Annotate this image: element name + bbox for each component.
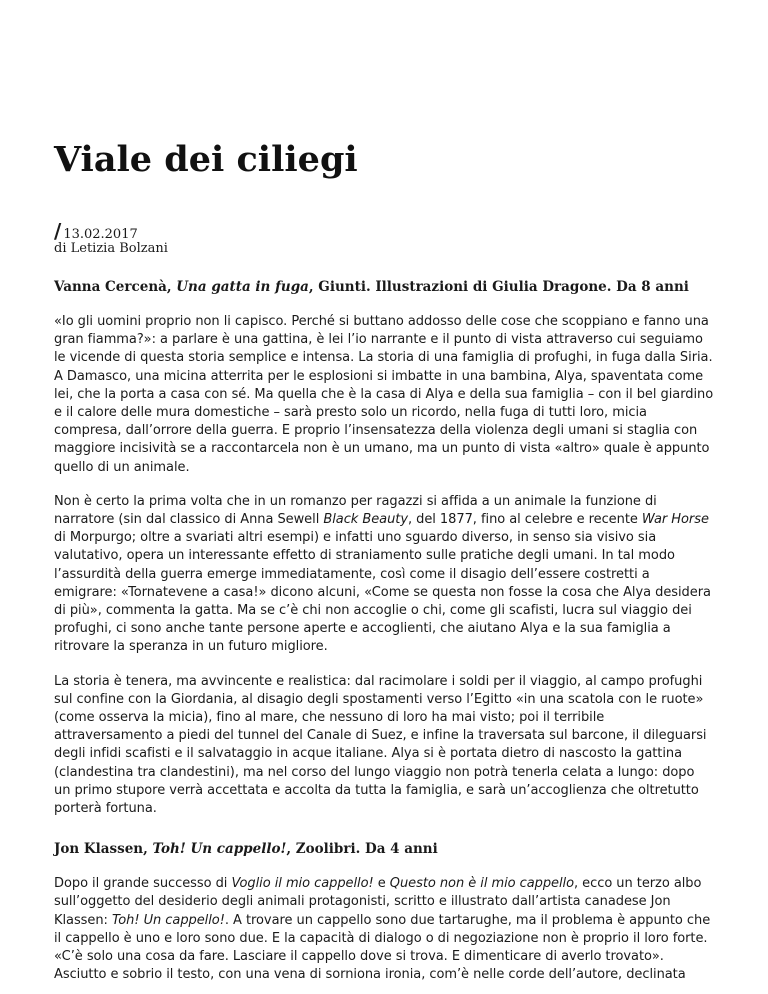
paragraph-text: , del 1877, fino al celebre e recente [407, 512, 642, 528]
paragraph-text: di Morpurgo; oltre a svariati altri esempi) e infatti uno sguardo diverso, in senso sia visivo sia valutativo, opera un interessante effetto di straniamento sulle pratiche degli umani. In tal modo l’assurdità della guerra emerge immediatamente, così come il disagio dell’essere costretti a emigrare: «Tornatevene a casa!» dicono alcuni, «Come se questa non fosse la cosa che Alya desidera di più», commenta la gatta. Ma se c’è chi non accoglie o chi, come gli scafisti, lucra sul viaggio dei profughi, ci sono anche tante persone aperte e accoglienti, che aiutano Alya e la sua famiglia a ritrovare la speranza in un futuro migliore. [54, 530, 711, 655]
paragraph-text: «Io gli uomini proprio non li capisco. Perché si buttano addosso delle cose che scoppiano e fanno una gran fiamma?»: a parlare è una gattina, è lei l’io narrante e il punto di vista attraverso cui seguiamo le vicende di questa storia semplice e intensa. La storia di una famiglia di profughi, in fuga dalla Siria. A Damasco, una micina atterrita per le esplosioni si imbatte in una bambina, Alya, spaventata come lei, che la porta a casa con sé. Ma quella che è la casa di Alya e della sua famiglia – con il bel giardino e il calore delle mura domestiche – sarà presto solo un ricordo, nella fuga di tutti loro, micia compresa, dall’orrore della guerra. E proprio l’insensatezza della violenza degli umani si staglia con maggiore incisività se a raccontarcela non è un umano, ma un punto di vista «altro» quale è appunto quello di un animale. [54, 314, 714, 475]
body-paragraph [54, 313, 714, 477]
author-byline: di Letizia Bolzani [54, 241, 168, 256]
paragraph-text: e [373, 876, 390, 892]
body-paragraph [54, 673, 714, 819]
body-paragraph [54, 493, 714, 657]
publish-date: 13.02.2017 [63, 227, 138, 242]
italic-title: Toh! Un cappello! [111, 912, 225, 928]
paragraph-text: Dopo il grande successo di [54, 876, 232, 892]
italic-title: Black Beauty [323, 512, 408, 528]
date-line [54, 219, 714, 243]
heading-book-title: Toh! Un cappello! [152, 841, 287, 858]
heading-author: Jon Klassen, [54, 841, 153, 858]
heading-publisher-info: , Zoolibri. Da 4 anni [286, 841, 438, 858]
slash-separator: / [54, 219, 62, 243]
heading-author: Vanna Cercenà, [54, 279, 177, 295]
italic-title: War Horse [641, 512, 709, 528]
paragraph-text: Non è certo la prima volta che in un romanzo per ragazzi si affida a un animale la funzione di narratore (sin dal classico di Anna Sewell [54, 493, 657, 528]
paragraph-text: La storia è tenera, ma avvincente e realistica: dal racimolare i soldi per il viaggio, al campo profughi sul confine con la Giordania, al disagio degli spostamenti verso l’Egitto «in una scatola con le ruote» (come osserva la micia), fino al mare, che nessuno di loro ha mai visto; poi il terribile attraversamento a piedi del tunnel del Canale di Suez, e infine la traversata sul barcone, il dileguarsi degli infidi scafisti e il salvataggio in acque italiane. Alya si è portata dietro di nascosto la gattina (clandestina tra clandestini), ma nel corso del lungo viaggio non potrà tenerla celata a lungo: dopo un primo stupore verrà accettata e accolta da tutta la famiglia, e sarà un’accoglienza che oltretutto porterà fortuna. [54, 673, 707, 817]
paragraph-text: , ecco un terzo albo sull’oggetto del desiderio degli animali protagonisti, scritto e illustrato dall’artista canadese Jon Klassen: [54, 876, 702, 928]
article-body [54, 278, 714, 985]
body-paragraph [54, 875, 714, 984]
italic-title: Voglio il mio cappello! [231, 876, 374, 892]
heading-publisher-info: , Giunti. Illustrazioni di Giulia Dragone. Da 8 anni [308, 279, 689, 295]
page-title: Viale dei ciliegi [54, 139, 358, 180]
article-meta [54, 219, 714, 256]
book-heading [54, 840, 714, 859]
book-heading [54, 278, 714, 297]
paragraph-text: . A trovare un cappello sono due tartarughe, ma il problema è appunto che il cappello è uno e loro sono due. E la capacità di dialogo o di negoziazione non è proprio il loro forte. «C’è solo una cosa da fare. Lasciare il cappello dove si trova. E dimenticare di averlo trovato». Asciutto e sobrio il testo, con una vena di sorniona ironia, com’è nelle corde dell’autore, declinata [54, 912, 711, 983]
heading-book-title: Una gatta in fuga [176, 279, 309, 295]
italic-title: Questo non è il mio cappello [389, 876, 575, 892]
